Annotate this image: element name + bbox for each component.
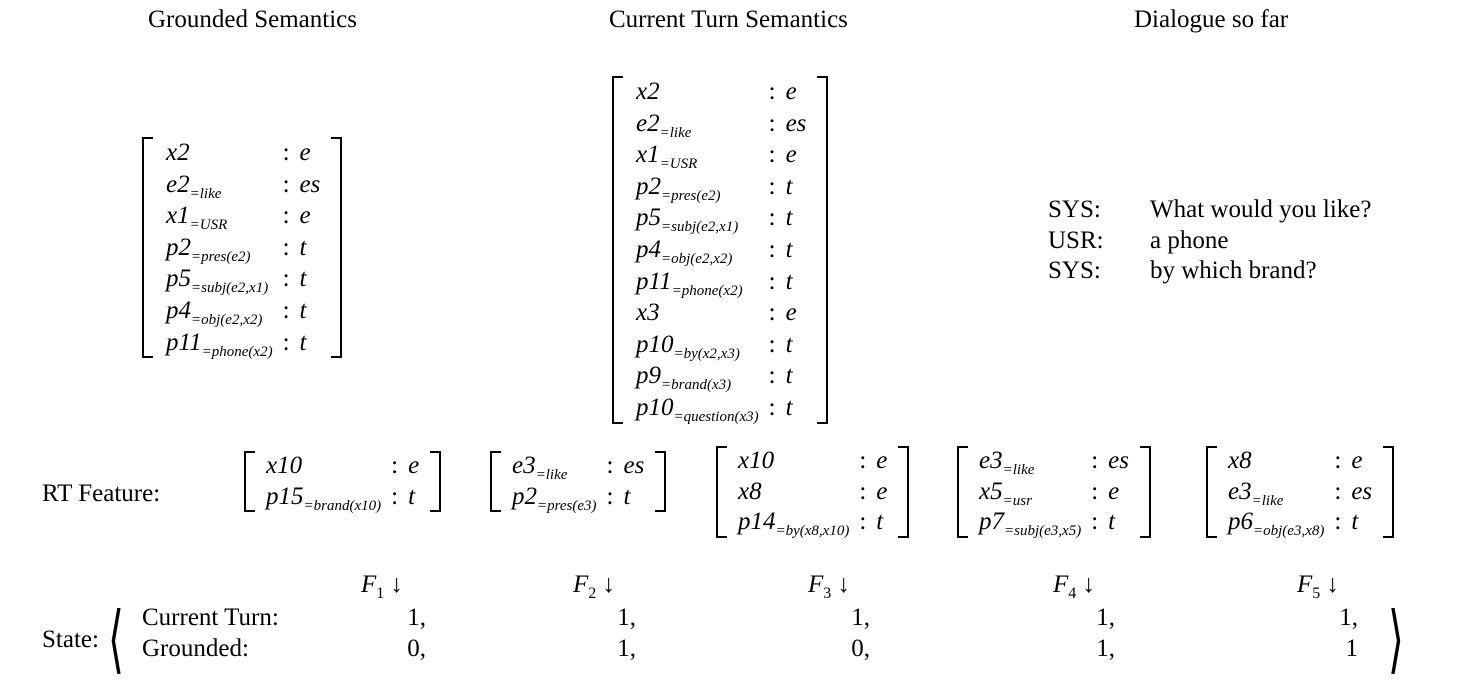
record-variable: p9 — [636, 362, 661, 390]
feature-label-f1: $F_1$ ↓ — [361, 571, 404, 602]
record-colon: : — [1334, 477, 1342, 505]
record-row — [716, 507, 909, 538]
record-subscript: =obj(e2,x2) — [191, 311, 263, 328]
record-variable: x1 — [166, 202, 190, 230]
record-variable: p5 — [636, 204, 661, 232]
record-colon: : — [1091, 477, 1099, 505]
right-bracket — [1140, 446, 1151, 538]
record-type: e — [408, 452, 420, 479]
record-colon: : — [768, 330, 776, 358]
f1-grounded-value: 0, — [407, 635, 426, 662]
record-subscript: =USR — [189, 217, 228, 234]
feature-label-f4: $F_4$ ↓ — [1053, 571, 1096, 602]
right-bracket — [898, 446, 909, 538]
record-subscript: =like — [1251, 492, 1284, 509]
record-row — [244, 451, 441, 482]
record-label — [142, 200, 273, 232]
record-subscript: =by(x2,x3) — [673, 345, 740, 362]
record-type: es — [299, 170, 321, 198]
record-subscript: =brand(x10) — [303, 497, 382, 514]
record-label — [957, 507, 1081, 538]
record-variable: p4 — [166, 296, 191, 324]
record-subscript: =pres(e2) — [191, 248, 251, 265]
record-variable: p15 — [266, 482, 304, 510]
record-type: t — [876, 508, 884, 535]
record-label — [142, 137, 273, 169]
record-variable: p11 — [636, 267, 672, 295]
record-type: t — [299, 296, 307, 324]
record-label — [142, 327, 273, 359]
record-label — [716, 507, 849, 538]
rt-feature-table — [490, 451, 666, 512]
record-row — [142, 169, 342, 201]
record-subscript: =pres(e2) — [661, 187, 721, 204]
record-subscript: =like — [189, 185, 222, 202]
grounded-semantics-record — [142, 137, 342, 358]
record-label — [612, 392, 759, 424]
f4-current-value: 1, — [1096, 604, 1115, 631]
record-colon: : — [606, 452, 614, 479]
rt-feature-table — [1206, 446, 1394, 538]
record-type: es — [1108, 447, 1129, 474]
record-row — [1206, 507, 1394, 538]
record-type: es — [1351, 477, 1373, 505]
rt-feature-table — [716, 446, 909, 538]
record-colon: : — [768, 141, 776, 169]
record-label — [142, 263, 273, 295]
record-variable: p2 — [512, 482, 537, 510]
record-subscript: =phone(x2) — [201, 343, 273, 360]
record-type: e — [876, 477, 888, 505]
dialogue-table — [1048, 195, 1371, 287]
record-type: t — [785, 204, 793, 232]
record-type: t — [623, 482, 631, 510]
record-subscript: =question(x3) — [673, 408, 759, 425]
record-subscript: =phone(x2) — [671, 282, 743, 299]
record-type: e — [299, 139, 311, 166]
record-row — [612, 266, 828, 298]
record-row — [957, 477, 1151, 508]
record-type: e — [785, 299, 797, 327]
record-subscript: =brand(x3) — [661, 377, 732, 394]
record-type: es — [785, 109, 807, 137]
record-label — [612, 202, 759, 234]
dialogue-speaker: USR: — [1048, 226, 1104, 254]
record-colon: : — [768, 299, 776, 327]
record-type: t — [785, 393, 793, 421]
right-bracket — [655, 451, 666, 512]
record-row — [612, 139, 828, 171]
record-row — [1206, 446, 1394, 477]
f3-current-value: 1, — [851, 604, 870, 631]
feature-label-f3: $F_3$ ↓ — [808, 571, 851, 602]
record-colon: : — [768, 235, 776, 263]
current-turn-label: Current Turn: — [142, 604, 279, 631]
record-variable: e3 — [512, 452, 536, 479]
record-colon: : — [282, 265, 290, 293]
record-variable: x2 — [636, 78, 660, 105]
record-label — [612, 76, 759, 108]
record-label — [612, 108, 759, 140]
record-colon: : — [282, 233, 290, 261]
rt-feature-record-1 — [244, 451, 441, 512]
record-variable: x8 — [738, 477, 762, 505]
dialogue-turn — [1048, 256, 1371, 287]
right-bracket — [331, 137, 342, 358]
record-type: t — [785, 267, 793, 295]
record-row — [612, 234, 828, 266]
record-row — [244, 482, 441, 513]
record-type: es — [623, 452, 645, 479]
record-row — [142, 200, 342, 232]
record-label — [612, 234, 759, 266]
record-colon: : — [768, 204, 776, 232]
record-row — [490, 482, 666, 513]
record-row — [142, 263, 342, 295]
record-colon: : — [859, 447, 867, 474]
record-colon: : — [282, 202, 290, 230]
record-subscript: =subj(e2,x1) — [191, 280, 269, 297]
record-variable: p4 — [636, 235, 661, 263]
record-subscript: =like — [659, 124, 692, 141]
f3-grounded-value: 0, — [851, 635, 870, 662]
record-subscript: =pres(e3) — [537, 497, 597, 514]
dialogue-utterance: What would you like? — [1150, 196, 1372, 223]
record-label — [612, 266, 759, 298]
record-label — [142, 169, 273, 201]
record-label — [142, 295, 273, 327]
record-type: e — [785, 141, 797, 169]
record-colon: : — [1091, 447, 1099, 474]
record-variable: e3 — [1228, 477, 1252, 505]
grounded-semantics-title: Grounded Semantics — [148, 6, 357, 33]
dialogue-turn — [1048, 195, 1371, 226]
record-colon: : — [1091, 508, 1099, 535]
record-variable: p11 — [166, 328, 202, 356]
record-label — [244, 482, 381, 513]
record-label — [1206, 507, 1324, 538]
record-variable: e2 — [166, 170, 190, 198]
record-colon: : — [282, 170, 290, 198]
record-type: t — [785, 330, 793, 358]
record-variable: x8 — [1228, 447, 1252, 474]
record-row — [612, 171, 828, 203]
dialogue-speaker: SYS: — [1048, 196, 1101, 223]
record-subscript: =obj(e2,x2) — [661, 250, 733, 267]
record-colon: : — [768, 172, 776, 200]
rt-feature-record-3 — [716, 446, 909, 538]
record-type: e — [1351, 447, 1363, 474]
record-variable: x5 — [979, 477, 1003, 505]
record-variable: e2 — [636, 109, 660, 137]
record-row — [612, 360, 828, 392]
record-label — [716, 477, 849, 508]
record-label — [1206, 477, 1324, 508]
record-variable: x10 — [738, 447, 775, 474]
record-type: t — [299, 328, 307, 356]
record-subscript: =USR — [659, 156, 698, 173]
record-row — [142, 232, 342, 264]
f2-current-value: 1, — [617, 604, 636, 631]
record-row — [612, 108, 828, 140]
record-type: e — [785, 78, 797, 105]
right-bracket — [817, 76, 828, 424]
record-row — [612, 392, 828, 424]
record-label — [957, 446, 1081, 477]
record-row — [612, 202, 828, 234]
record-variable: e3 — [979, 447, 1003, 474]
f4-grounded-value: 1, — [1096, 635, 1115, 662]
f1-current-value: 1, — [407, 604, 426, 631]
record-label — [612, 171, 759, 203]
right-bracket — [1383, 446, 1394, 538]
feature-label-f2: $F_2$ ↓ — [573, 571, 616, 602]
rt-feature-record-4 — [957, 446, 1151, 538]
record-colon: : — [282, 328, 290, 356]
record-type: t — [785, 235, 793, 263]
record-label — [142, 232, 273, 264]
left-bracket — [244, 451, 255, 512]
record-label — [612, 297, 759, 329]
record-type: t — [785, 362, 793, 390]
record-variable: p5 — [166, 265, 191, 293]
record-label — [612, 139, 759, 171]
record-variable: p2 — [166, 233, 191, 261]
record-type: t — [299, 265, 307, 293]
state-label: State: — [42, 626, 99, 653]
state-close-angle-bracket: ⟩ — [1388, 599, 1404, 681]
rt-feature-table — [957, 446, 1151, 538]
record-colon: : — [1334, 508, 1342, 535]
record-type: t — [299, 233, 307, 261]
record-variable: p10 — [636, 330, 674, 358]
record-variable: p6 — [1228, 508, 1253, 535]
grounded-label: Grounded: — [142, 635, 249, 662]
current-turn-semantics-title: Current Turn Semantics — [609, 6, 848, 33]
record-row — [612, 76, 828, 108]
record-variable: x3 — [636, 299, 660, 327]
record-row — [142, 137, 342, 169]
record-variable: x2 — [166, 139, 190, 166]
f5-grounded-value: 1 — [1345, 635, 1358, 662]
record-colon: : — [391, 482, 399, 510]
record-variable: p2 — [636, 172, 661, 200]
current-turn-semantics-table — [612, 76, 828, 424]
grounded-semantics-table — [142, 137, 342, 358]
dialogue-utterance: a phone — [1150, 226, 1229, 254]
record-type: e — [1108, 477, 1120, 505]
record-colon: : — [768, 109, 776, 137]
record-row — [957, 507, 1151, 538]
rt-feature-label: RT Feature: — [42, 480, 161, 507]
record-label — [490, 451, 597, 482]
dialogue-so-far-title: Dialogue so far — [1134, 6, 1289, 33]
record-subscript: =subj(e2,x1) — [661, 219, 739, 236]
record-variable: p7 — [979, 508, 1004, 535]
record-row — [716, 477, 909, 508]
left-bracket — [490, 451, 501, 512]
state-open-angle-bracket: ⟨ — [108, 599, 124, 681]
record-colon: : — [859, 508, 867, 535]
f2-grounded-value: 1, — [617, 635, 636, 662]
record-colon: : — [1334, 447, 1342, 474]
record-colon: : — [768, 78, 776, 105]
feature-label-f5: $F_5$ ↓ — [1297, 571, 1340, 602]
record-subscript: =subj(e3,x5) — [1004, 523, 1082, 539]
record-row — [957, 446, 1151, 477]
record-subscript: =like — [1002, 462, 1035, 478]
record-variable: p14 — [738, 508, 776, 535]
record-variable: x10 — [266, 452, 303, 479]
left-bracket — [957, 446, 968, 538]
record-label — [716, 446, 849, 477]
record-variable: x1 — [636, 141, 660, 169]
record-subscript: =obj(e3,x8) — [1253, 523, 1325, 539]
record-colon: : — [768, 267, 776, 295]
record-colon: : — [282, 139, 290, 166]
record-colon: : — [282, 296, 290, 324]
record-colon: : — [606, 482, 614, 510]
record-colon: : — [859, 477, 867, 505]
dialogue-turn — [1048, 226, 1371, 257]
record-subscript: =like — [535, 467, 568, 483]
record-label — [612, 360, 759, 392]
record-colon: : — [768, 393, 776, 421]
record-label — [612, 329, 759, 361]
record-label — [1206, 446, 1324, 477]
right-bracket — [430, 451, 441, 512]
record-subscript: =by(x8,x10) — [775, 523, 850, 539]
current-turn-semantics-record — [612, 76, 828, 424]
record-type: t — [785, 172, 793, 200]
record-type: t — [408, 482, 416, 510]
dialogue-utterance: by which brand? — [1150, 257, 1317, 284]
record-label — [957, 477, 1081, 508]
rt-feature-table — [244, 451, 441, 512]
record-colon: : — [391, 452, 399, 479]
left-bracket — [716, 446, 727, 538]
left-bracket — [612, 76, 623, 424]
left-bracket — [142, 137, 153, 358]
record-row — [142, 295, 342, 327]
record-row — [142, 327, 342, 359]
record-label — [244, 451, 381, 482]
record-row — [716, 446, 909, 477]
rt-feature-record-5 — [1206, 446, 1394, 538]
record-subscript: =usr — [1002, 492, 1032, 509]
record-type: e — [299, 202, 311, 230]
record-type: e — [876, 447, 888, 474]
record-variable: p10 — [636, 393, 674, 421]
record-type: t — [1351, 508, 1359, 535]
record-row — [1206, 477, 1394, 508]
record-type: t — [1108, 508, 1116, 535]
record-label — [490, 482, 597, 513]
record-row — [612, 329, 828, 361]
record-colon: : — [768, 362, 776, 390]
dialogue-speaker: SYS: — [1048, 257, 1101, 284]
rt-feature-record-2 — [490, 451, 666, 512]
record-row — [612, 297, 828, 329]
left-bracket — [1206, 446, 1217, 538]
record-row — [490, 451, 666, 482]
f5-current-value: 1, — [1339, 604, 1358, 631]
